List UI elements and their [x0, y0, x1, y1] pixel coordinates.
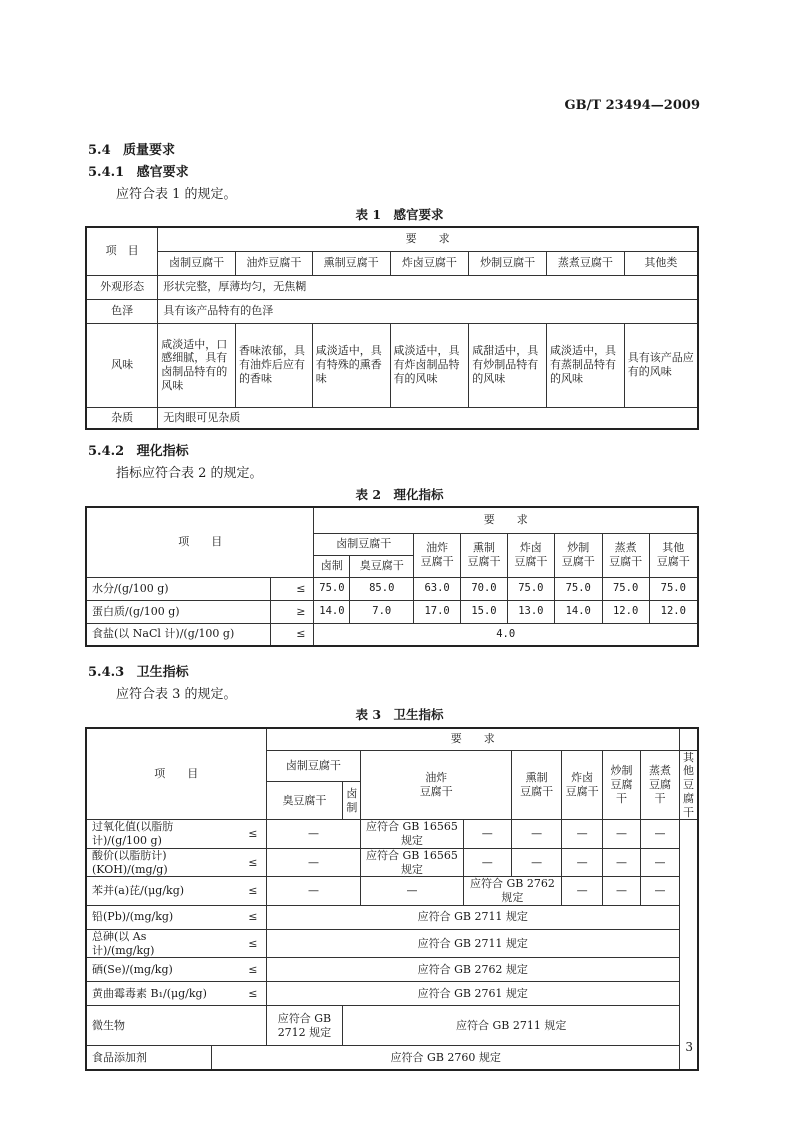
cell-value: 应符合 GB 2762 规定 [463, 877, 562, 906]
col-subheader: 卤制 [314, 555, 350, 577]
cell-value: 应符合 GB 2711 规定 [266, 905, 679, 929]
section-title: 卫生指标 [136, 665, 189, 680]
cell-value: — [562, 848, 603, 877]
row-label: 黄曲霉毒素 B₁/(μg/kg) [86, 982, 212, 1006]
cell-value: 63.0 [414, 577, 461, 600]
row-label: 食品添加剂 [86, 1046, 212, 1070]
cell-value: 4.0 [314, 623, 698, 646]
col-subheader: 臭豆腐干 [266, 782, 343, 820]
col-header: 炒制 豆腐干 [554, 533, 602, 577]
col-header: 油炸豆腐干 [236, 251, 313, 275]
row-label: 风味 [86, 323, 158, 407]
row-label: 食盐(以 NaCl 计)/(g/100 g) [86, 623, 270, 646]
cell-value: 应符合 GB 2711 规定 [343, 1006, 680, 1046]
cell-value: 75.0 [649, 577, 698, 600]
col-header: 蒸煮豆腐干 [547, 251, 625, 275]
section-5-4-3-heading [88, 661, 189, 680]
comparison-symbol: ≤ [212, 929, 266, 958]
col-header: 卤制豆腐干 [314, 533, 414, 555]
col-subheader: 卤制 [343, 782, 361, 820]
header-item: 项 目 [86, 728, 266, 820]
col-header: 炸卤 豆腐干 [562, 750, 603, 820]
cell-value: 12.0 [649, 600, 698, 623]
cell-value: 咸淡适中，口感细腻，具有卤制品特有的风味 [158, 323, 236, 407]
cell-value: 15.0 [461, 600, 508, 623]
comparison-symbol: ≤ [212, 820, 266, 849]
cell-value: 75.0 [507, 577, 554, 600]
cell-value: — [641, 848, 680, 877]
col-header: 其他 豆腐干 [649, 533, 698, 577]
row-label: 酸价(以脂肪计)(KOH)/(mg/g) [86, 848, 212, 877]
comparison-symbol: ≤ [212, 905, 266, 929]
row-label: 蛋白质/(g/100 g) [86, 600, 270, 623]
row-label: 苯并(a)芘/(μg/kg) [86, 877, 212, 906]
cell-value: — [266, 820, 361, 849]
col-header: 熏制豆腐干 [312, 251, 390, 275]
table-2-caption: 表 2 理化指标 [355, 487, 444, 502]
table-1-sensory [85, 226, 699, 430]
cell-value: — [562, 820, 603, 849]
header-requirement: 要 求 [314, 507, 698, 533]
cell-value: 香味浓郁，具有油炸后应有的香味 [236, 323, 313, 407]
row-label: 水分/(g/100 g) [86, 577, 270, 600]
col-header: 熏制 豆腐干 [512, 750, 562, 820]
section-5-4-heading [88, 139, 175, 158]
cell-value: 应符合 GB 2760 规定 [212, 1046, 680, 1070]
cell-value: 14.0 [314, 600, 350, 623]
col-subheader: 臭豆腐干 [350, 555, 414, 577]
row-label: 外观形态 [86, 275, 158, 299]
row-label: 硒(Se)/(mg/kg) [86, 958, 212, 982]
cell-value: 75.0 [602, 577, 649, 600]
table-3-caption: 表 3 卫生指标 [355, 707, 444, 722]
comparison-symbol: ≤ [270, 623, 314, 646]
section-number: 5.4.2 [88, 444, 125, 459]
header-item: 项 目 [86, 507, 314, 577]
col-header: 炸卤豆腐干 [390, 251, 469, 275]
col-header: 油炸 豆腐干 [414, 533, 461, 577]
row-label: 微生物 [86, 1006, 266, 1046]
cell-value: — [512, 848, 562, 877]
cell-value: 12.0 [602, 600, 649, 623]
table-1-caption: 表 1 感官要求 [355, 207, 444, 222]
cell-value: 应符合 GB 2712 规定 [266, 1006, 343, 1046]
section-5-4-1-heading [88, 161, 189, 180]
cell-value: 85.0 [350, 577, 414, 600]
cell-value: 咸淡适中，具有蒸制品特有的风味 [547, 323, 625, 407]
cell-value: 应符合 GB 2711 规定 [266, 929, 679, 958]
comparison-symbol: ≤ [212, 848, 266, 877]
section-5-4-2-heading [88, 440, 189, 459]
col-header: 其他 豆腐干 [680, 750, 699, 820]
cell-value: 14.0 [554, 600, 602, 623]
cell-value: — [602, 848, 640, 877]
cell-value: — [361, 877, 463, 906]
cell-value: — [562, 877, 603, 906]
cell-value: 无肉眼可见杂质 [158, 407, 698, 429]
cell-value: 形状完整，厚薄均匀，无焦糊 [158, 275, 698, 299]
section-title: 质量要求 [123, 143, 176, 158]
col-header: 卤制豆腐干 [158, 251, 236, 275]
cell-value: — [602, 820, 640, 849]
section-5-4-3-text: 应符合表 3 的规定。 [116, 687, 237, 702]
cell-value: 具有该产品特有的色泽 [158, 299, 698, 323]
cell-value: 应符合 GB 16565 规定 [361, 820, 463, 849]
cell-value: 咸甜适中，具有炒制品特有的风味 [469, 323, 547, 407]
col-header: 炸卤 豆腐干 [507, 533, 554, 577]
section-5-4-1-text: 应符合表 1 的规定。 [116, 187, 237, 202]
cell-value: 应符合 GB 2761 规定 [266, 982, 679, 1006]
section-title: 理化指标 [136, 444, 189, 459]
cell-value: — [641, 877, 680, 906]
cell-value: 75.0 [554, 577, 602, 600]
cell-value: 75.0 [314, 577, 350, 600]
header-requirement: 要 求 [266, 728, 679, 750]
cell-value: 应符合 GB 16565 规定 [361, 848, 463, 877]
table-2-physicochemical [85, 506, 699, 647]
section-number: 5.4 [88, 143, 111, 158]
col-header: 油炸 豆腐干 [361, 750, 512, 820]
comparison-symbol: ≤ [212, 982, 266, 1006]
cell-value: — [266, 848, 361, 877]
cell-value: 70.0 [461, 577, 508, 600]
col-header: 卤制豆腐干 [266, 750, 361, 782]
comparison-symbol: ≤ [212, 877, 266, 906]
comparison-symbol: ≥ [270, 600, 314, 623]
col-header: 炒制豆腐干 [469, 251, 547, 275]
row-label: 总砷(以 As 计)/(mg/kg) [86, 929, 212, 958]
col-header: 炒制 豆腐干 [602, 750, 640, 820]
cell-value: 咸淡适中，具有炸卤制品特有的风味 [390, 323, 469, 407]
section-5-4-2-text: 指标应符合表 2 的规定。 [116, 466, 263, 481]
standard-code: GB/T 23494—2009 [564, 98, 700, 113]
page-number: 3 [685, 1040, 693, 1054]
col-header: 蒸煮 豆腐干 [641, 750, 680, 820]
cell-value: 应符合 GB 2762 规定 [266, 958, 679, 982]
table-3-hygiene [85, 727, 699, 1071]
header-item: 项 目 [86, 227, 158, 275]
cell-value: 7.0 [350, 600, 414, 623]
row-label: 过氧化值(以脂肪计)/(g/100 g) [86, 820, 212, 849]
section-number: 5.4.1 [88, 165, 125, 180]
col-header: 熏制 豆腐干 [461, 533, 508, 577]
cell-value: 咸淡适中，具有特殊的熏香味 [312, 323, 390, 407]
cell-value: — [641, 820, 680, 849]
section-title: 感官要求 [136, 165, 189, 180]
col-header: 其他类 [624, 251, 698, 275]
cell-value: — [602, 877, 640, 906]
row-label: 杂质 [86, 407, 158, 429]
cell-value: — [463, 820, 512, 849]
col-header: 蒸煮 豆腐干 [602, 533, 649, 577]
comparison-symbol: ≤ [212, 958, 266, 982]
cell-value: 17.0 [414, 600, 461, 623]
comparison-symbol: ≤ [270, 577, 314, 600]
cell-value: 13.0 [507, 600, 554, 623]
cell-value: — [512, 820, 562, 849]
header-requirement: 要 求 [158, 227, 698, 251]
cell-value: — [463, 848, 512, 877]
row-label: 色泽 [86, 299, 158, 323]
cell-value: 具有该产品应有的风味 [624, 323, 698, 407]
row-label: 铅(Pb)/(mg/kg) [86, 905, 212, 929]
section-number: 5.4.3 [88, 665, 125, 680]
cell-value: — [266, 877, 361, 906]
